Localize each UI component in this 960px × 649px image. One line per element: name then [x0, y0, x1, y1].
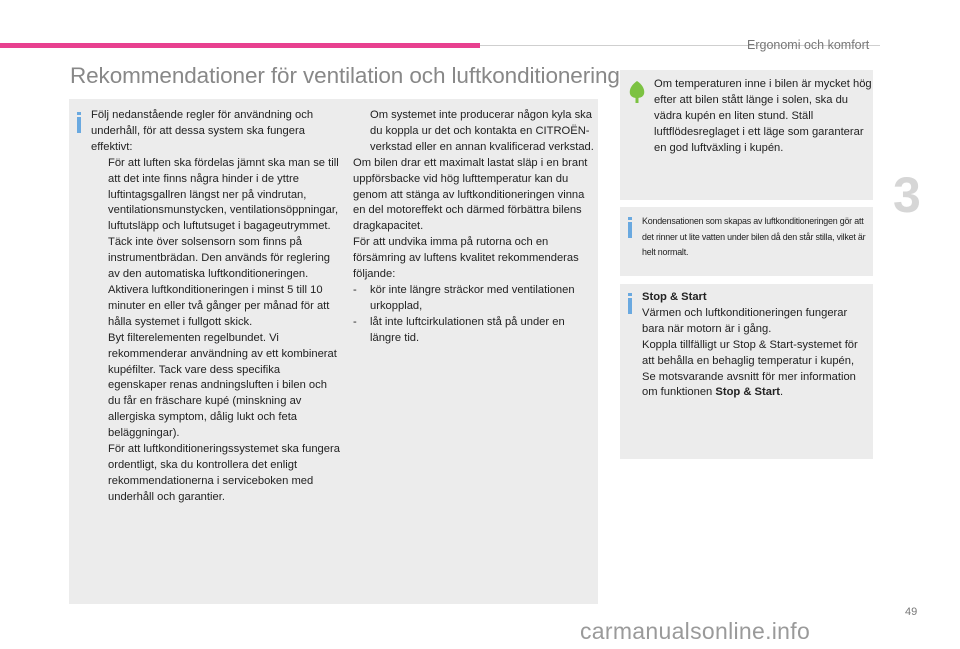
list-item: [91, 331, 341, 442]
stop-start-line3: Se motsvarande avsnitt för mer information om funktionen Stop & Start.: [642, 370, 856, 399]
stop-start-text: [642, 290, 872, 401]
condensation-text: Kondensationen som skapas av luftkonditioneringen gör att det rinner ut lite vatten under bilen då den står stilla, vilket är helt normalt.: [642, 216, 866, 257]
watermark: carmanualsonline.info: [580, 618, 811, 644]
info-icon: [77, 117, 81, 133]
list-item: [91, 283, 341, 331]
dash-marker: -: [353, 283, 357, 296]
eco-tip-text: Om temperaturen inne i bilen är mycket hög efter att bilen stått länge i solen, ska du vädra kupén en liten stund. Ställ luftflödesreglaget i ett läge som garanterar en god luftväxling i kupén.: [654, 78, 872, 154]
page-number: 49: [905, 606, 918, 618]
fog-text: För att undvika imma på rutorna och en försämring av luftens kvalitet rekommenderas följande:: [353, 236, 579, 281]
info-icon: [628, 298, 632, 314]
list-item-text: Om systemet inte producerar någon kyla ska du koppla ur det och kontakta en CITROËN-verkstad eller en annan kvalificerad verkstad.: [370, 109, 594, 153]
stop-start-line1: Värmen och luftkonditioneringen fungerar bara när motorn är i gång.: [642, 306, 848, 335]
list-item-text: För att luftkonditioneringssystemet ska fungera ordentligt, ska du kontrollera det enligt rekommendationerna i serviceboken med underhåll och garantier.: [108, 443, 340, 503]
header-accent-bar: [0, 43, 480, 48]
trailer-text: Om bilen drar ett maximalt lastat släp i en brant uppförsbacke vid hög lufttemperatur kan du genom att stänga av luftkonditioneringen vinna en del motoreffekt och därmed förbättra bilens dragkapacitet.: [353, 156, 588, 233]
stop-start-line2: Koppla tillfälligt ur Stop & Start-systemet för att behålla en behaglig temperatur i kupén,: [642, 338, 858, 367]
list-item-text: Byt filterelementen regelbundet. Vi rekommenderar användning av ett kombinerat kupéfilter. Tack vare dess specifika egenskaper renas andningsluften i bilen och du får en fräschare kupé (minskning av allergiska symptom, dålig lukt och feta beläggningar).: [108, 331, 337, 440]
list-item-text: För att luften ska fördelas jämnt ska man se till att det inte finns några hinder i de yttre luftintagsgallren längst ner på vindrutan, ventilationsmunstycken, ventilationsöppningar, luftutsläpp och luftutsuget i bagageutrymmet.: [108, 156, 339, 233]
eco-leaf-icon: [627, 80, 647, 104]
page-title: Rekommendationer för ventilation och luftkonditionering: [70, 63, 620, 88]
dash-item-text: kör inte längre sträckor med ventilationen urkopplad,: [370, 283, 575, 312]
dash-item: [353, 315, 595, 347]
list-item: [353, 108, 595, 156]
chapter-number: 3: [893, 167, 921, 223]
recommendations-right-column: [353, 108, 595, 347]
recommendations-left-column: [91, 108, 341, 506]
list-item-text: Täck inte över solsensorn som finns på instrumentbrädan. Den används för reglering av den automatiska luftkonditioneringen.: [108, 236, 331, 281]
list-item-text: Aktivera luftkonditioneringen i minst 5 till 10 minuter en eller två gånger per månad för att hålla systemet i fullgott skick.: [108, 283, 330, 328]
intro-text: Följ nedanstående regler för användning och underhåll, för att dessa system ska fungera effektivt:: [91, 109, 314, 153]
dash-marker: -: [353, 315, 357, 328]
list-item: [91, 235, 341, 283]
dash-item-text: låt inte luftcirkulationen stå på under en längre tid.: [370, 315, 565, 344]
list-item: [91, 156, 341, 236]
dash-item: [353, 283, 595, 315]
stop-start-heading: Stop & Start: [642, 291, 707, 303]
section-title: Ergonomi och komfort: [747, 38, 870, 52]
list-item: [91, 442, 341, 506]
info-icon: [628, 222, 632, 238]
